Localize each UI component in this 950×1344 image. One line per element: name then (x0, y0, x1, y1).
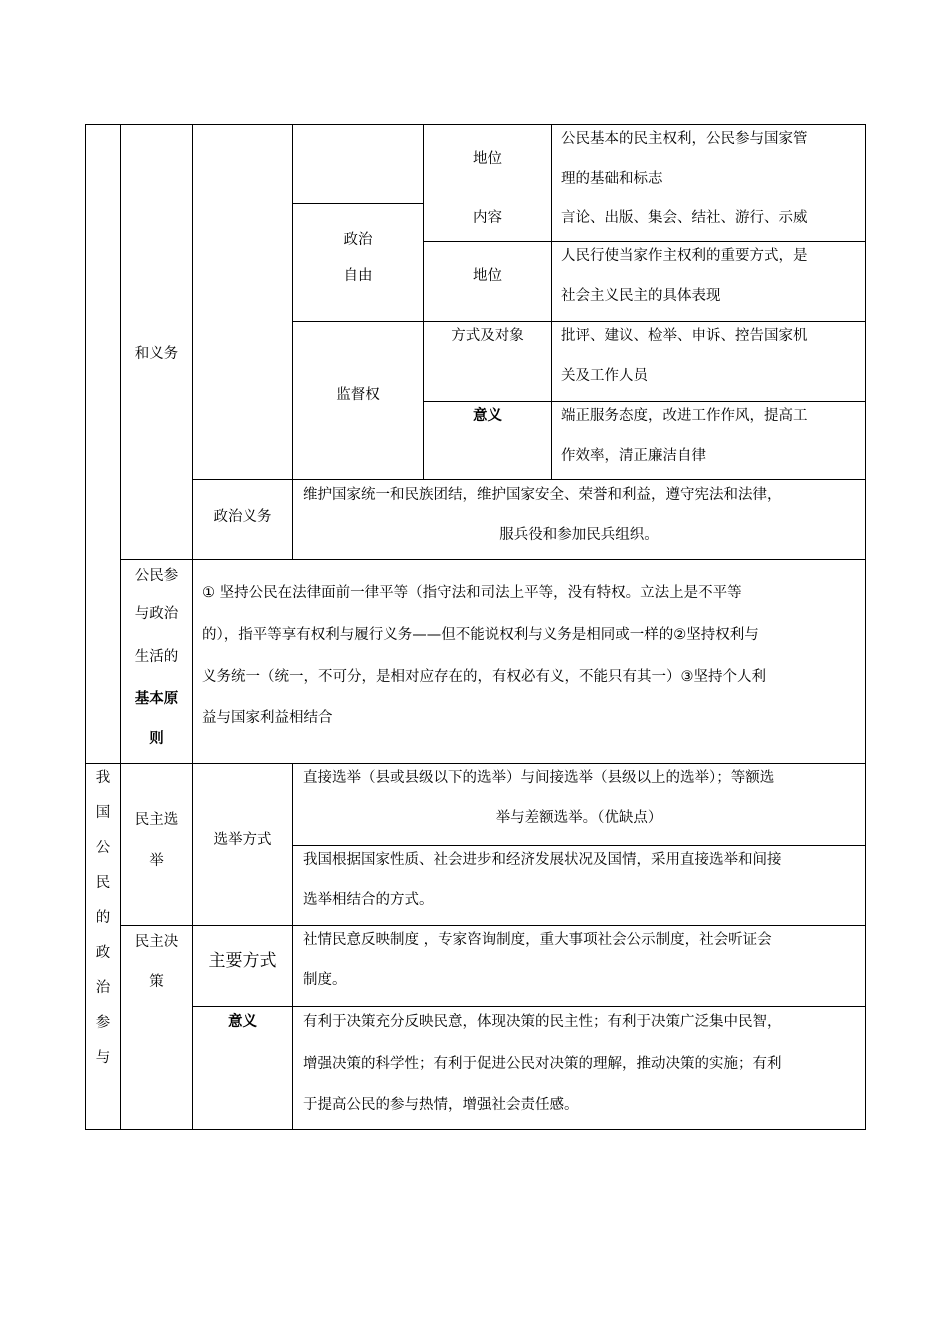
election-label-line: 民主选 (134, 812, 179, 828)
election-text-line: 举与差额选举。（优缺点） (495, 810, 663, 826)
election-text-line: 我国根据国家性质、社会进步和经济发展状况及国情，采用直接选举和间接 (303, 852, 782, 868)
decision-label-line: 民主决 (134, 934, 179, 950)
election-method-label: 选举方式 (213, 832, 272, 848)
position-text-line: 公民基本的民主权利，公民参与国家管 (561, 131, 808, 147)
political-duty-text-line: 维护国家统一和民族团结，维护国家安全、荣誉和利益，遵守宪法和法律， (303, 487, 782, 503)
principle-label-line: 则 (149, 731, 164, 747)
method-text-line: 批评、建议、检举、申诉、控告国家机 (561, 328, 808, 344)
principle-label-line: 公民参 (134, 568, 179, 584)
principle-text-line: 义务统一（统一，不可分，是相对应存在的，有权必有义，不能只有其一）③坚持个人利 (202, 669, 766, 685)
decision-main-label: 主要方式 (208, 951, 277, 971)
supervision-label: 监督权 (336, 387, 380, 403)
position-text-line: 社会主义民主的具体表现 (561, 288, 721, 304)
section-label-char: 治 (95, 980, 111, 996)
meaning-label: 意义 (473, 408, 502, 424)
election-text-line: 直接选举（县或县级以下的选举）与间接选举（县级以上的选举）；等额选 (303, 770, 775, 786)
section-label-char: 参 (95, 1015, 111, 1031)
decision-label-line: 策 (149, 974, 164, 990)
position-label: 地位 (473, 268, 502, 284)
position-text-line: 理的基础和标志 (561, 171, 663, 187)
principle-label-line: 生活的 (134, 649, 179, 665)
principle-label-line: 与政治 (134, 606, 179, 622)
section-label-char: 民 (95, 875, 111, 891)
election-text-line: 选举相结合的方式。 (303, 892, 434, 908)
section-label-char: 与 (95, 1050, 111, 1066)
decision-main-text-line: 社情民意反映制度 ，专家咨询制度，重大事项社会公示制度，社会听证会 (303, 932, 772, 948)
position-label: 地位 (473, 151, 502, 167)
meaning-text-line: 端正服务态度，改进工作作风，提高工 (561, 408, 808, 424)
political-freedom-label: 自由 (343, 268, 373, 284)
content-label: 内容 (473, 210, 502, 226)
meaning-text-line: 作效率，清正廉洁自律 (561, 448, 706, 464)
rights-duties-label: 和义务 (134, 346, 179, 362)
political-duty-text-line: 服兵役和参加民兵组织。 (499, 527, 659, 543)
principle-text-line: 益与国家利益相结合 (202, 710, 333, 726)
decision-meaning-label: 意义 (228, 1014, 257, 1030)
principle-text-line: ① 坚持公民在法律面前一律平等（指守法和司法上平等，没有特权。立法上是不平等 (202, 585, 742, 601)
section-label-char: 的 (95, 910, 111, 926)
political-freedom-label: 政治 (343, 232, 373, 248)
section-label-char: 国 (95, 805, 111, 821)
method-label: 方式及对象 (451, 328, 524, 344)
principle-label-line: 基本原 (134, 691, 179, 707)
content-text: 言论、出版、集会、结社、游行、示威 (561, 210, 808, 226)
decision-meaning-text-line: 于提高公民的参与热情，增强社会责任感。 (303, 1097, 579, 1113)
method-text-line: 关及工作人员 (561, 368, 648, 384)
decision-meaning-text-line: 增强决策的科学性；有利于促进公民对决策的理解，推动决策的实施；有利 (303, 1056, 782, 1072)
position-text-line: 人民行使当家作主权利的重要方式，是 (561, 248, 808, 264)
election-label-line: 举 (149, 853, 164, 869)
section-label-char: 政 (95, 945, 111, 961)
political-duty-label: 政治义务 (213, 509, 272, 525)
section-label-char: 公 (95, 840, 111, 856)
section-label-char: 我 (95, 770, 111, 786)
decision-meaning-text-line: 有利于决策充分反映民意，体现决策的民主性；有利于决策广泛集中民智， (303, 1014, 782, 1030)
decision-main-text-line: 制度。 (303, 972, 347, 988)
principle-text-line: 的），指平等享有权利与履行义务——但不能说权利与义务是相同或一样的②坚持权利与 (202, 627, 759, 643)
